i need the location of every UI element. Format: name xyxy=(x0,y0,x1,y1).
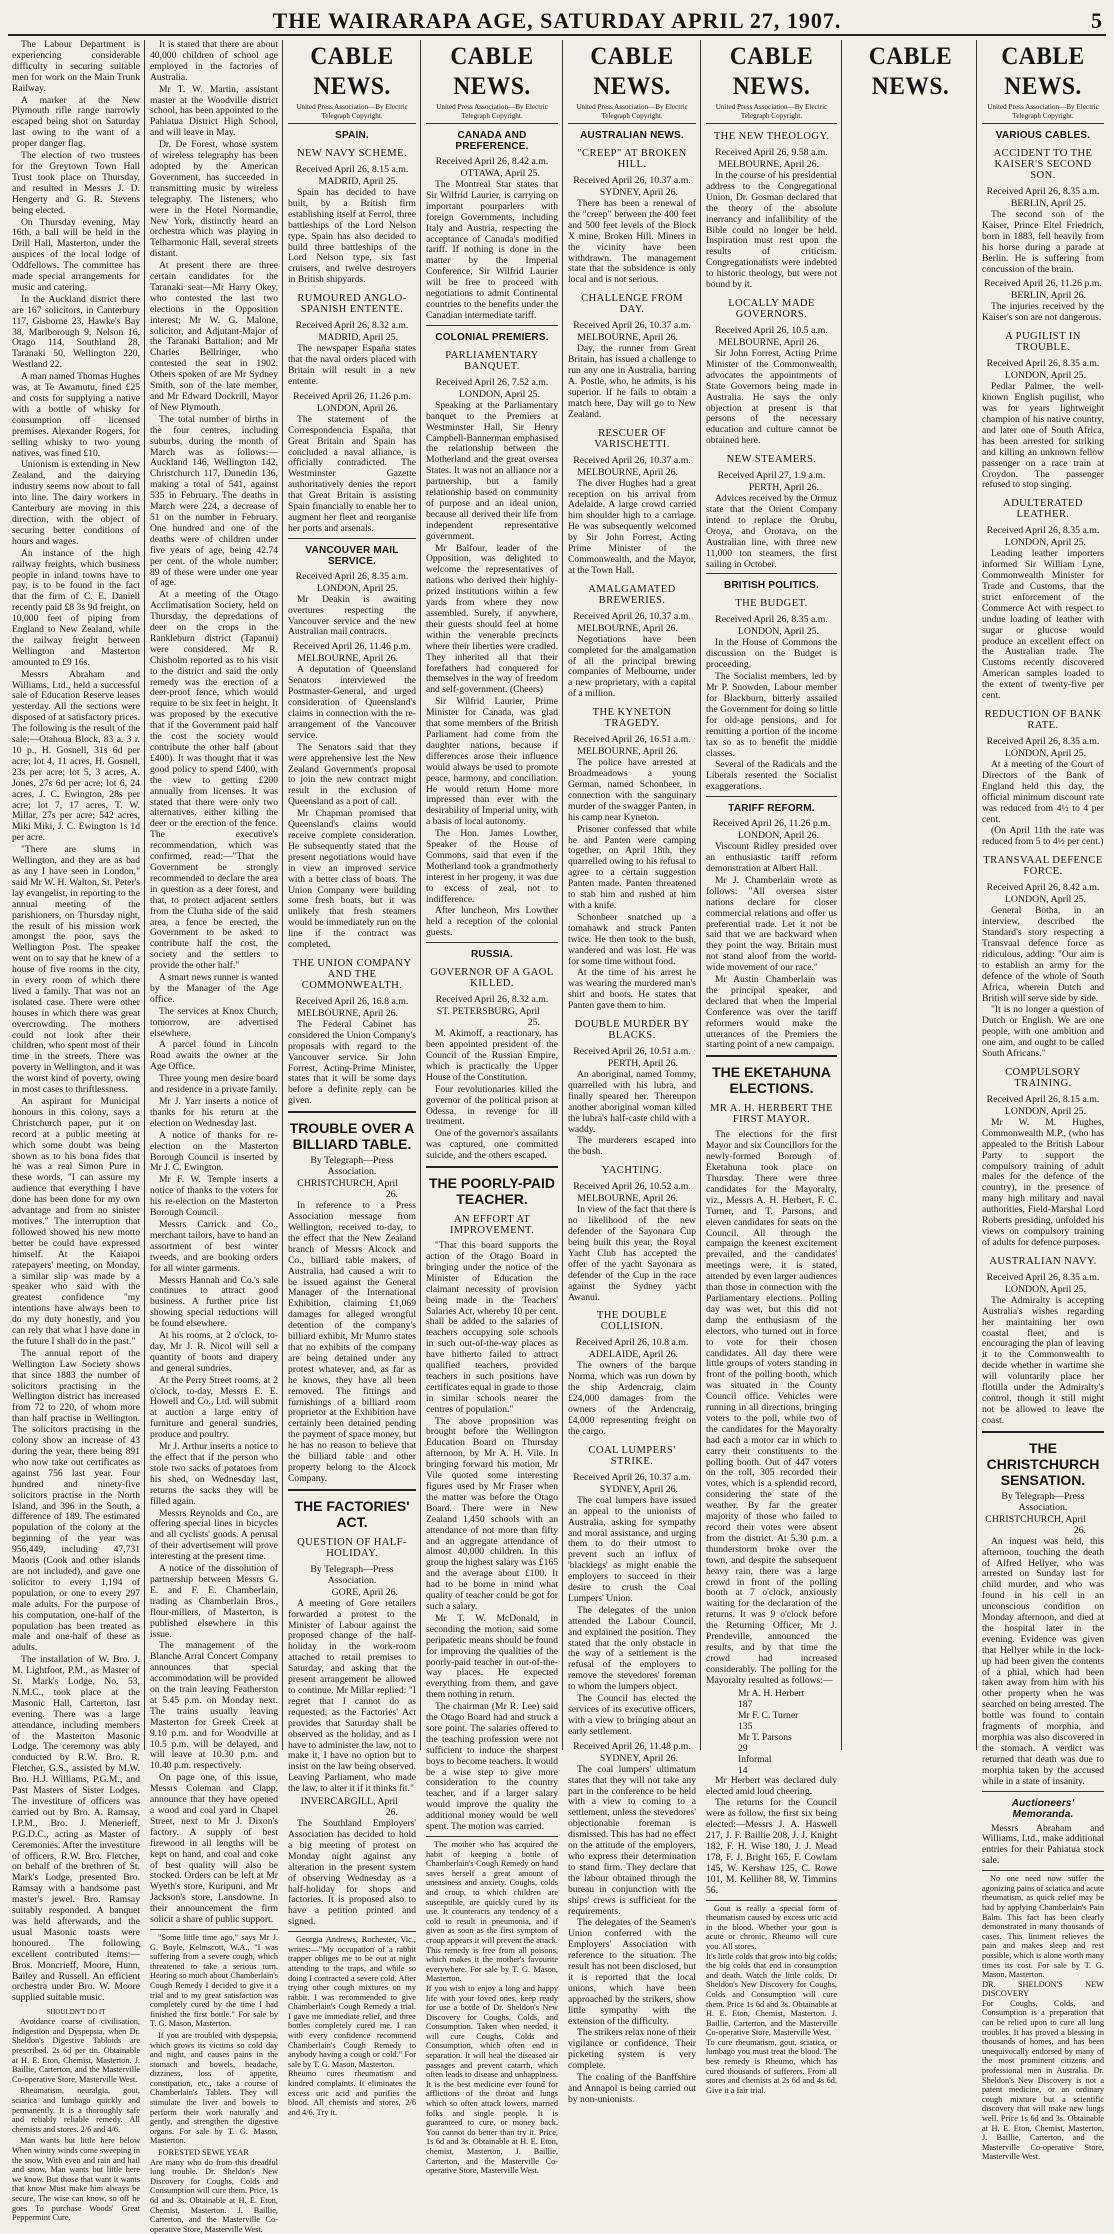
dateline: LONDON, April 25. xyxy=(1004,537,1086,549)
news-paragraph: The statement of the Correspondencia España, that Great Britain and Spain has concluded a naval alliance, is officially contradicted. The Westminster Gazette authoritatively denies the report that Great Britain is assisting Spain financially to enable her to augment her fleet and reorganise her ports and arsenals. xyxy=(288,413,416,534)
divider xyxy=(426,325,558,326)
dateline: SYDNEY, April 26. xyxy=(599,1483,678,1495)
news-paragraph: Schonbeer snatched up a tomahawk and struck Panten twice. He then took to the bush, wandered and was lost. He was for some time without food. xyxy=(568,911,696,967)
news-paragraph: The Southland Employers' Association has decided to hold a big meeting of protest on Monday night against any alteration in the present system of observing Wednesday as a half-holiday for shops and factories. It is proposed also to have a petition printed and signed. xyxy=(288,1818,416,1928)
received-line: Received April 26, 11.26 p.m. xyxy=(293,390,411,402)
news-paragraph: At the time of his arrest he was wearing the murdered man's shirt and boots. He states that Panten gave them to him. xyxy=(568,967,696,1012)
dateline: LONDON, April 25. xyxy=(737,626,819,638)
dateline: MADRID, April 25. xyxy=(318,176,398,187)
divider xyxy=(982,1431,1104,1433)
subheading: THE UNION COMPANY AND THE COMMONWEALTH. xyxy=(292,957,412,991)
news-paragraph: The delegates of the Seamen's Union conferred with the Employers' Association with reference to the situation. The result has not been disclosed, but it is reported that the local unions, which have been approached by the strikers, show little sympathy with the extension of the difficulty. xyxy=(568,1917,696,2027)
received-line: Received April 26, 10.37 a.m. xyxy=(573,175,691,186)
section-heading: CANADA AND PREFERENCE. xyxy=(455,130,529,152)
candidate-name: Mr A. H. Herbert xyxy=(738,1687,805,1699)
news-paragraph: The above proposition was brought before the Wellington Education Board on Thursday afternoon, by Mr A. H. Vile. In bringing forward his motion, Mr Vile quoted some interesting figures used by Mr Fraser when the matter was before the Otago Board. There were in New Zealand 1,450 schools with an attendance of not more than fifty and an aggregate attendance of almost 40,000 children. In this group the highest salary was £165 and the average about £100. It had to be borne in mind what quality of teacher could be got for such a salary. xyxy=(426,1415,558,1612)
subheading: NEW NAVY SCHEME. xyxy=(296,148,408,159)
news-paragraph: At his rooms, at 2 o'clock, to-day, Mr J. R. Nicol will sell a quantity of boots and drapery and general sundries. xyxy=(150,1330,278,1374)
vote-count: 187 xyxy=(738,1698,753,1710)
divider xyxy=(706,796,837,797)
advert-paragraph: No one need now suffer the agonizing pains of sciatica and acute rheumatism, as quick relief may be had by applying Chamberlain's Pain Balm. This fact has been clearly demonstrated in many thousands of cases. This liniment relieves the pain and makes sleep and rest possible, which is alone worth many times its cost. For sale by T. G. Mason, Masterton. DR. SHELDON'S NEW DISCOVERY For Coughs, Colds, and Consumption is a preparation that can be relied upon to cure all lung troubles. It has proved a blessing in thousands of homes, and has been unequivocally endorsed by many of the most prominent citizens and professional men in Australia. Dr. Sheldon's New Discovery is not a patent medicine, or an ordinary cough mixture but a scientific discovery that will make new lungs well. Price 1s 6d and 3s. Obtainable at H. E. Eton, Chemist, Masterton, J. Baillie, Carterton, and the Masterville Co-operative Store, Masterville West. xyxy=(982,1874,1104,2162)
vote-count: 29 xyxy=(738,1742,748,1754)
news-paragraph: Four revolutionaries killed the governor of the political prison at Odessa, in revenge for ill treatment. xyxy=(426,1083,558,1128)
subheading: COMPULSORY TRAINING. xyxy=(1005,1066,1081,1089)
column-6-cable-news xyxy=(702,40,841,2095)
subheading: ADULTERATED LEATHER. xyxy=(1003,498,1083,521)
column-1-local-news xyxy=(8,39,144,2223)
subheading: LOCALLY MADE GOVERNORS. xyxy=(728,297,815,320)
divider xyxy=(706,123,837,124)
received-line: Received April 26, 8.35 a.m. xyxy=(295,570,409,582)
news-paragraph: A notice of the dissolution of partnership between Messrs G. E. and F. E. Chamberlain, trading as Chamberlain Bros., flour-millers, of Masterton, is published elsewhere in this issue. xyxy=(150,1563,278,1640)
section-heading: COLONIAL PREMIERS. xyxy=(435,331,549,343)
news-paragraph: Messrs Abraham and Williams, Ltd., make additional entries for their Pahiatua stock sale. xyxy=(982,1822,1104,1867)
vote-row xyxy=(738,1688,837,1710)
news-paragraph: The elections for the first Mayor and six Councillors for the newly-formed Borough of Eketahuna took place on Thursday. There were three candidates for the Mayoralty, viz., Messrs A. H. Herbert, F. C. Turner, and T. Parsons, and eleven candidates for seats on the Council. All through the campaign the keenest excitement prevailed, and the candidates' meetings were, it is stated, attended by even larger audiences than those in connection with the Parliamentary elections. Polling day was wet, but this did not damp the enthusiasm of the electors, who turned out in force to vote for their chosen candidates. All day there were little groups of voters standing in front of the polling booth, which was situated in the County Council office. Vehicles were running in all directions, bringing voters to the poll, while two of the candidates for the Mayoralty had each a motor car in which to carry their constituents to the polling booth. Out of 447 voters on the roll, 305 recorded their votes, which is a splendid record, considering the state of the weather. By far the greater majority of those who failed to record their votes were absent from the district. At 5.30 p.m. a thunderstorm broke over the town, and despite the subsequent heavy rain, there was a large crowd in front of the polling booth at 7 o'clock, anxiously waiting for the declaration of the returns. It was 9 o'clock before the Returning Officer, Mr J. Prendeville, announced the results, and by that time the crowd had increased considerably. The polling for the Mayoralty resulted as follows:— xyxy=(706,1129,837,1686)
vote-row xyxy=(738,1754,837,1776)
divider xyxy=(568,123,696,124)
received-line: Received April 26, 10.8 a.m. xyxy=(575,1337,689,1349)
received-line: Received April 26, 8.42 a.m. xyxy=(435,156,549,167)
dateline: LONDON, April 25. xyxy=(316,582,398,594)
subheading: THE DOUBLE COLLISION. xyxy=(596,1310,668,1333)
article-headline: TROUBLE OVER A BILLIARD TABLE. xyxy=(289,1120,415,1153)
section-heading: AUSTRALIAN NEWS. xyxy=(580,130,684,141)
column-rule xyxy=(282,40,283,1750)
news-paragraph: Messrs Hannah and Co.'s sale continues to attract good business. A further price list showing special reductions will be found elsewhere. xyxy=(150,1274,278,1330)
advert-paragraph: Gout is really a special form of rheumatism caused by excess uric acid in the blood. Whether your gout is acute or chronic, Rheumo will cure you. All stores. It's little colds that grow into big colds; the big colds that end in consumption and death. Watch the little colds. Dr Sheldon's New Discovery for Coughs, Colds and Consumption will cure them. Price 1s 6d and 3s. Obtainable at H. E. Eton, Chemist, Masterton. J. Baillie, Carterton, and the Masterville Co-operative Store, Masterville West. To cure rheumatism, gout, sciatica, or lumbago you must treat the blood. The best remedy is Rheumo, which has cured thousands of sufferers. From all stores and chemists at 2s 6d and 4s 6d. Give it a fair trial. xyxy=(706,1903,837,2095)
dateline: MADRID, April 25. xyxy=(318,332,398,344)
news-paragraph: Mr T. W. McDonald, in seconding the motion, said some peripatetic means should be found for improving the qualities of the poorly-paid teacher in out-of-the-way places. He expected everything from them, and gave them nothing in return. xyxy=(426,1612,558,1701)
received-line: Received April 26, 8.35 a.m. xyxy=(986,1271,1100,1283)
news-paragraph: "That this board supports the action of the Otago Board in bringing under the notice of the Minister of Education the claimant necessity of provision being made in the Teachers' Salaries Act, whereby 10 per cent. shall be added to the salaries of teachers occupying sole schools in such out-of-the-way places as have hitherto failed to attract qualified teachers, provided teachers in such positions have certificates equal in grade to those in similar schools nearer the centres of population." xyxy=(426,1240,558,1415)
subheading: YACHTING. xyxy=(601,1165,663,1177)
subheading: "CREEP" AT BROKEN HILL. xyxy=(577,148,687,170)
news-paragraph: The newspaper España states that the naval orders placed with Britain will result in a new entente. xyxy=(288,343,416,387)
news-paragraph: The Socialist members, led by Mr P. Snowden, Labour member for Blackburn, bitterly assailed the Government for doing so little for old-age pensions, and for remitting a portion of the income tax so as to benefit the middle classes. xyxy=(706,671,837,759)
column-3-cable-news xyxy=(284,40,420,2117)
column-2-local-news xyxy=(146,39,282,2234)
news-paragraph: Three young men desire board and residence in a private family. xyxy=(150,1073,278,1096)
divider xyxy=(706,573,837,574)
news-paragraph: Sir John Forrest, Acting Prime Minister of the Commonwealth, advocates the appointments of State Governors being made in Australia. He says the only objection at present is that persons of the necessary education and culture cannot be obtained here. xyxy=(706,347,837,447)
news-paragraph: A deputation of Queensland Senators interviewed the Postmaster-General, and urged consideration of Queensland's claims in connection with the re-arrangement of the Vancouver service. xyxy=(288,664,416,741)
news-paragraph: Mr J. Arthur inserts a notice to the effect that if the person who stole two sacks of potatoes from his shed, on Wednesday last, returns the sacks they will be filled again. xyxy=(150,1441,278,1507)
dateline: LONDON, April 25. xyxy=(1004,894,1086,906)
news-paragraph: Messrs Carrick and Co., merchant tailors, have to hand an assortment of best winter tweeds, and are booking orders for all winter garments. xyxy=(150,1218,278,1274)
news-paragraph: Leading leather importers informed Sir William Lyne, Commonwealth Minister for Trade and Customs, that the strict enforcement of the Commerce Act with respect to undue loading of leather with sugar or glucose would produce an excellent effect on the Australian trade. The Customs recently discovered American samples loaded to the extent of twenty-five per cent. xyxy=(982,548,1104,702)
candidate-name: Mr T. Parsons xyxy=(738,1731,792,1743)
byline: By Telegraph—Press Association. xyxy=(1001,1490,1085,1513)
news-paragraph: "It is no longer a question of Dutch or English. We are one people, with one ambition and one aim, and ought to be called South Africans." xyxy=(982,1004,1104,1060)
vote-row xyxy=(738,1732,837,1754)
advert-heading: SHOULDN'T DO IT xyxy=(46,2008,106,2017)
press-credit: United Press Association—By Electric Telegraph Copyright. xyxy=(296,103,408,120)
byline: By Telegraph—Press Association. xyxy=(310,1563,394,1586)
received-line: Received April 26, 8.35 a.m. xyxy=(986,525,1100,537)
divider xyxy=(150,1929,278,1930)
dateline: INVERCARGILL, April 26. xyxy=(300,1796,398,1819)
received-line: Received April 26, 10.37 a.m. xyxy=(573,454,691,466)
news-paragraph: The murderers escaped into the bush. xyxy=(568,1135,696,1158)
received-line: Received April 26, 11.26 p.m. xyxy=(984,278,1102,290)
news-paragraph: The second son of the Kaiser, Prince Eitel Friedrich, born in 1883, fell heavily from his horse during a parade at Berlin. He is suffering from concussion of the brain. xyxy=(982,209,1104,275)
subheading: RUMOURED ANGLO-SPANISH ENTENTE. xyxy=(297,293,407,316)
subheading: TRANSVAAL DEFENCE FORCE. xyxy=(983,855,1103,878)
dateline: CHRISTCHURCH, April 26. xyxy=(297,1178,398,1201)
subheading: CHALLENGE FROM DAY. xyxy=(581,293,683,316)
received-line: Received April 26, 8.15 a.m. xyxy=(986,1093,1100,1105)
dateline: LONDON, April 25. xyxy=(1004,1283,1086,1295)
section-heading: VANCOUVER MAIL SERVICE. xyxy=(305,544,399,567)
news-paragraph: At a meeting of the Otago Acclimatisation Society, held on Thursday, the depredations of deer on the crops in the Rankleburn district (Tapanui) were considered. Mr R. Chisholm reported as to his visit to the district and said the only remedy was the erection of a deer-proof fence, which would require to be six feet in height. It was proposed by the executive that if the Government paid half the cost the society would contribute the other half (about £400). It was thought that it was good policy to spend £400, with the view to getting £200 annually from licenses. It was stated that there were only two alternatives, either killing the deer or the erection of the fence. The executive's recommendation, which was confirmed, read:—"That the Government be strongly recommended to declare the area in question as a deer forest, and that, to protect adjacent settlers from the Clutha side of the said area, a fence be erected, the Government to be asked to contribute half the cost, the society and the settlers to provide the other half." xyxy=(150,589,278,972)
news-paragraph: After luncheon, Mrs Lowther held a reception of the colonial guests. xyxy=(426,905,558,939)
section-heading: RUSSIA. xyxy=(471,949,513,961)
news-paragraph: The Labour Department is experiencing considerable difficulty in securing suitable men for work on the Main Trunk Railway. xyxy=(12,39,140,94)
news-paragraph: Viscount Ridley presided over an enthusiastic tariff reform demonstration at Albert Hall. xyxy=(706,841,837,874)
news-paragraph: Unionism is extending in New Zealand, and the dairying industry seems now about to fall into line. The dairy workers in Canterbury are moving in this direction, with the object of securing better conditions of hours and wages. xyxy=(12,459,140,547)
divider xyxy=(426,1166,558,1168)
news-paragraph: The police have arrested at Broadmeadows a young German, named Schonbeer, in connection with the sanguinary murder of the swagger Panten, in his camp near Kyneton. xyxy=(568,757,696,823)
news-paragraph: Messrs Reynolds and Co., are offering special lines in bicycles and all cyclists' goods. A perusal of their advertisement will prove interesting at the present time. xyxy=(150,1507,278,1563)
news-paragraph: An aboriginal, named Tommy, quarrelled with his lubra, and finally speared her. Thereupon another aboriginal woman killed the lubra's half-caste child with a waddy. xyxy=(568,1069,696,1135)
dateline: LONDON, April 25. xyxy=(1004,1105,1086,1117)
dateline: LONDON, April 25. xyxy=(458,388,540,400)
news-paragraph: It is stated that there are about 40,000 children of school age employed in the factories of Australia. xyxy=(150,39,278,83)
dateline: MELBOURNE, April 26. xyxy=(577,622,678,634)
dateline: ST. PETERSBURG, April 25. xyxy=(436,1006,540,1029)
news-paragraph: In the course of his presidential address to the Congregational Union, Dr. Gosman declared that the theory of the absolute inerrancy and infallibility of the Bible could no longer be held. Inspiration must rest upon the results of criticism. Congregationalists were indebted to historic theology, but were not bound by it. xyxy=(706,170,837,291)
advert-paragraph: Avoidance coarse of civilisation, Indigestion and Dyspepsia, when Dr. Sheldon's Digestive Tabloids are prescribed. 2s 6d per tin. Obtainable at H. E. Eton, Chemist, Masterton. J. Baillie, Carterton, and the Masterville Co-operative Store, Masterville West. xyxy=(12,2017,140,2084)
subheading: MR A. H. HERBERT THE FIRST MAYOR. xyxy=(710,1103,833,1126)
divider xyxy=(426,123,558,124)
news-paragraph: The election of two trustees for the Greytown Town Hall Trust took place on Thursday, and resulted in Messrs J. D. Hengerty and G. R. Stevens being elected. xyxy=(12,150,140,216)
candidate-name: Informal xyxy=(738,1753,772,1765)
news-paragraph: The strikers relax none of their vigilance or confidence. Their picketing system is very complete. xyxy=(568,2027,696,2072)
section-heading: VARIOUS CABLES. xyxy=(995,130,1091,141)
news-paragraph: Mr F. W. Temple inserts a notice of thanks to the voters for his re-election on the Masterton Borough Council. xyxy=(150,1174,278,1219)
news-paragraph: At present there are three certain candidates for the Taranaki seat—Mr Harry Okey, who contested the last two elections in the Opposition interest; Mr W. G. Malone, solicitor, and Adjutant-Major of the Taranaki Battalion; and Mr Charles Bellringer, who contested the seat in 1902. Others spoken of are Mr Sydney Smith, son of the late member, and Mr Edward Dockrill, Mayor of New Plymouth. xyxy=(150,260,278,413)
news-paragraph: Sir Wilfrid Laurier, Prime Minister for Canada, was glad that some members of the British Parliament had come from the daughter nations, because if differences arose their influence would always be used to promote peace, harmony, and conciliation. He would return Home more impressed than ever with the desirability of Imperial unity, with a basis of local autonomy. xyxy=(426,696,558,828)
subheading: ACCIDENT TO THE KAISER'S SECOND SON. xyxy=(993,148,1093,181)
news-paragraph: Mr Chapman promised that Queensland's claims would receive complete consideration. He subsequently stated that the present negotiations would have in view an improved service with a better class of boats. The Union Company were building some fresh boats, but it was unlikely that fresh steamers would be immediately run on the line if the contract was completed. xyxy=(288,808,416,951)
news-paragraph: A parcel found in Lincoln Road awaits the owner at the Age Office. xyxy=(150,1039,278,1073)
news-paragraph: Mr W. M. Hughes, Commonwealth M.P., (who has appealed to the British Labour Party to support the compulsory training of adult males for the defence of the country), in the presence of many high military and naval authorities, Field-Marshal Lord Roberts presiding, unfolded his views on compulsory training of adults for defence purposes. xyxy=(982,1116,1104,1248)
subheading: QUESTION OF HALF-HOLIDAY. xyxy=(297,1536,407,1559)
dateline: OTTAWA, April 25. xyxy=(460,168,540,179)
news-paragraph: On Thursday evening, May 16th, a ball will be held in the Drill Hall, Masterton, under the auspices of the local lodge of Oddfellows. The committee has made special arrangements for music and catering. xyxy=(12,216,140,293)
news-paragraph: Speaking at the Parliamentary banquet to the Premiers at Westminster Hall, Sir Henry Campbell-Bannerman emphasised the relationship between the Motherland and the great oversea States. It was not an alliance nor a partnership, but a family relationship based on community of purpose and an ideal union, because all derived their life from independent representative government. xyxy=(426,399,558,542)
dateline: LONDON, April 25. xyxy=(1004,370,1086,382)
news-paragraph: Advices received by the Ormuz state that the Orient Company intend to replace the Orubu, Oroya, and Orotava, on the Australian line, with three new 11,000 ton steamers, the first sailing in October. xyxy=(706,493,837,570)
news-paragraph: A notice of thanks for re-election on the Masterton Borough Council is inserted by Mr J. C. Ewington. xyxy=(150,1129,278,1174)
news-paragraph: The returns for the Council were as follow, the first six being elected:—Messrs J. A. Haswell 217, J. F. Baillie 208, J. J. Knight 182, F. H. Wise 180, J. J. Mead 178, F. J. Bright 165, F. Cowlam 145, W. Kershaw 125, C. Rowe 101, M. Kelliher 88, W. Timmins 56. xyxy=(706,1797,837,1896)
dateline: MELBOURNE, April 26. xyxy=(577,466,678,478)
subheading: COAL LUMPERS' STRIKE. xyxy=(588,1444,676,1467)
dateline: BERLIN, April 26. xyxy=(1010,290,1086,302)
subheading: AMALGAMATED BREWERIES. xyxy=(588,583,676,606)
press-credit: United Press Association—By Electric Telegraph Copyright. xyxy=(576,103,688,120)
received-line: Received April 26, 8.32 a.m. xyxy=(435,994,549,1006)
received-line: Received April 26, 8.32 a.m. xyxy=(295,320,409,332)
news-paragraph: Spain has decided to have built, by a British firm establishing itself at Ferrol, three battleships of the Lord Nelson type. Spain has also decided to build three battleships of the Lord Nelson type, six fast cruisers, and twelve destroyers in British shipyards. xyxy=(288,187,416,286)
subheading: PARLIAMENTARY BANQUET. xyxy=(445,349,539,372)
news-paragraph: The injuries received by the Kaiser's son are not dangerous. xyxy=(982,301,1104,324)
received-line: Received April 26, 9.58 a.m. xyxy=(715,147,828,158)
newspaper-title: THE WAIRARAPA AGE, SATURDAY APRIL 27, 1907. xyxy=(272,8,842,33)
news-paragraph: Dr. De Forest, whose system of wireless telegraphy has been adopted by the American Government, has succeeded in transmitting music by wireless telegraphy. The listeners, who were in the Hotel Normandie, New York, distinctly heard an orchestra which was playing in Telharmonic Hall, several streets distant. xyxy=(150,139,278,260)
cable-news-header: CABLE NEWS. xyxy=(450,43,534,100)
news-paragraph: Mr T. W. Martin, assistant master at the Woodville district school, has been appointed to the Pahiatua District High School, and will leave in May. xyxy=(150,83,278,139)
news-paragraph: The Senators said that they were apprehensive lest the New Zealand Government's proposal to join the new contract might result in the exclusion of Queensland as a port of call. xyxy=(288,741,416,808)
news-paragraph: The annual report of the Wellington Law Society shows that since 1883 the number of solicitors practising in the Wellington district has increased from 72 to 220, of whom more than half practise in Wellington. The solicitors practising in the colony show an increase of 43 during the year, there being 891 who now take out certificates as against 756 last year. Four hundred and ninety-five solicitors practise in the North Island, and 396 in the South, a difference of 189. The estimated population of the colony at the beginning of the year was 956,449, including 47,731 Maoris (Cook and other islands are not included), and gave one solicitor to every 1,194 of population, or one to every 297 male adults. For the purpose of his computation, one-half of the population has been treated as male and one-half of these as adults. xyxy=(12,1347,140,1654)
received-line: Received April 26, 10.37 a.m. xyxy=(573,320,691,332)
divider xyxy=(982,1870,1104,1871)
news-paragraph: The installation of W. Bro. J. M. Lightfoot, P.M., as Master of St. Mark's Lodge, No. 53, N.M.C., took place at the Masonic Hall, Carterton, last evening. There was a large attendance, including members of the Masterton Masonic Lodge. The ceremony was ably conducted by R.W. Bro. R. Fletcher, G.S., assisted by M.W. Bro. H.J. Williams, P.G.M., and Past Masters of Sister Lodges. The investiture of officers was carried out by Bro. A. Ramsay, I.P.M., Bro. J. Menerieff, P.G.D.C., acting as Master of Ceremonies. After the investiture of officers, R.W. Bro. Fletcher, on behalf of the brethren of St. Mark's Lodge, presented Bro. Ramsay with a handsome past master's jewel. Bro. Ramsay suitably responded. A banquet was held afterwards, and the usual Masonic toasts were honoured. The following excellent contributed items:—Bros. Moncrieff, Moore, Hunn, Bailey and Russell. An efficient orchestra under Bro. W. Moore supplied suitable music. xyxy=(12,1654,140,2004)
byline: By Telegraph—Press Association. xyxy=(310,1155,394,1178)
page-number: 5 xyxy=(1091,8,1102,33)
dateline: LONDON, April 26. xyxy=(737,830,819,842)
article-headline: THE POORLY-PAID TEACHER. xyxy=(428,1175,556,1208)
advert-paragraph: Rheumatism, neuralgia, gout, sciatica and lumbago quickly and permanently. It is a thoroughly safe and reliably reliable remedy. All chemists and stores. 2/6 and 4/6. xyxy=(12,2086,140,2134)
column-rule xyxy=(420,40,421,1750)
received-line: Received April 26, 8.35 a.m. xyxy=(986,358,1100,370)
received-line: Received April 26, 10.37 a.m. xyxy=(573,1471,691,1483)
received-line: Received April 26, 16.8 a.m. xyxy=(295,995,409,1007)
divider xyxy=(706,1055,837,1057)
cable-news-header: CABLE NEWS. xyxy=(1001,43,1085,100)
news-paragraph: The Council has elected the services of its executive officers, with a view to bringing about an early settlement. xyxy=(568,1693,696,1737)
news-paragraph: The owners of the barque Norma, which was run down by the ship Ardencraig, claim £24,000 damages from the owners of the Ardencraig, £4,000 representing freight on the cargo. xyxy=(568,1360,696,1437)
news-paragraph: Negotiations have been completed for the amalgamation of all the principal brewing companies of Melbourne, under a new proprietary, with a capital of a million. xyxy=(568,633,696,700)
dateline: BERLIN, April 25. xyxy=(1010,198,1086,209)
press-credit: United Press Association—By Electric Telegraph Copyright. xyxy=(987,103,1099,120)
news-paragraph: In reference to a Press Association message from Wellington, received to-day, to the effect that the New Zealand branch of Messrs Alcock and Co., billiard table makers, of Australia, had caused a writ to be issued against the General Manager of the International Exhibition, claiming £1,069 damages for alleged wrongful detention of the company's billiard exhibit, Mr Munro states that no exhibits of the company are being detained under any protest whatever, and, as far as he knows, they have all been removed. The fittings and furnishings of a billiard room proprietor at the Exhibition have certainly been detained pending the payment of space money, but he has no reason to believe that the billiard table and other property belong to the Alcock Company. xyxy=(288,1200,416,1484)
subheading: DOUBLE MURDER BY BLACKS. xyxy=(574,1019,690,1042)
news-paragraph: M. Akimoff, a reactionary, has been appointed president of the Council of the Russian Empire, which is practically the Upper House of the Constitution. xyxy=(426,1028,558,1083)
news-paragraph: The Montreal Star states that Sir Wilfrid Laurier, is carrying on important pourparlers with foreign Governments, including Italy and Austria, respecting the acceptance of Canada's modified tariff. If nothing is done in the matter by the Imperial Conference, Sir Wilfrid Laurier will be free to proceed with negotiations to admit Continental countries to the benefits under the Canadian intermediate tariff. xyxy=(426,179,558,321)
news-paragraph: The Federal Cabinet has considered the Union Company's proposals with regard to the Vancouver service. Sir John Forrest, Acting-Prime Minister, states that it will be some days before a definite reply can be given. xyxy=(288,1018,416,1107)
news-paragraph: One of the governor's assailants was captured, one committed suicide, and the others escaped. xyxy=(426,1128,558,1162)
news-paragraph: The services at Knox Church, tomorrow, are advertised elsewhere. xyxy=(150,1005,278,1039)
received-line: Received April 26, 8.15 a.m. xyxy=(295,164,409,175)
subheading: THE KYNETON TRAGEDY. xyxy=(592,707,672,730)
dateline: MELBOURNE, April 26. xyxy=(718,336,819,348)
news-paragraph: Day, the runner from Great Britain, has issued a challenge to run any one in Australia, barring A. Postle, who, he admits, is his superior. If he fails to obtain a match here, Day will go to New Zealand. xyxy=(568,343,696,420)
news-paragraph: An aspirant for Municipal honours in this colony, says a Christchurch paper, put it on record at a public meeting at which some doubt was being shown as to his bona fides that he was a real Simon Pure in these words, "I can assure my audience that everything I have done has been done for my own advantage and from no sinister motives." The interruption that followed showed his new motto better be could have expressed himself. At the Kaiapoi ratepayers' meeting, on Monday, a similar slip was made by a speaker who said with the greatest confidence "my intentions have always been to do my duty honestly, and you can rely that what I have done in the future I shall do in the past." xyxy=(12,1096,140,1347)
news-paragraph: Pedlar Palmer, the well-known English pugilist, who was for years lightweight champion of his native country, and later one of South Africa, has been arrested for striking and killing an unknown fellow passenger on a race train at Croydon. The passenger refused to stop singing. xyxy=(982,381,1104,491)
divider xyxy=(426,1836,558,1837)
dateline: MELBOURNE, April 26. xyxy=(577,332,678,344)
news-paragraph: On page one, of this issue, Messrs Coleman and Clapp, announce that they have opened a wood and coal yard in Chapel Street, next to Mr J. Dixon's factory. A supply of best firewood in all lengths will be kept on hand, and coal and coke of best quality will also be stocked. Orders can be left at Mr Wyeth's store, Kuripuni, and Mr Jackson's store, Lansdowne. In their announcement the firm solicit a share of public support. xyxy=(150,1772,278,1926)
news-paragraph: Mr J. Yarr inserts a notice of thanks for his return at the election on Wednesday last. xyxy=(150,1096,278,1129)
received-line: Received April 26, 8.42 a.m. xyxy=(986,882,1100,894)
article-headline: THE EKETAHUNA ELECTIONS. xyxy=(712,1064,831,1097)
news-paragraph: General Botha, in an interview, described the Standard's story respecting a Transvaal defence force as ridiculous, adding: "Our aim is to establish an army for the defence of the whole of South Africa, wherein Dutch and British will serve side by side. xyxy=(982,905,1104,1004)
dateline: MELBOURNE, April 26. xyxy=(297,1007,398,1019)
masthead xyxy=(8,6,1106,36)
news-paragraph: A meeting of Gore retailers forwarded a protest to the Minister of Labour against the proposed change of the half-holiday in the work-room attached to retail premises to Saturday, and asking that the present arrangement be allowed to continue. Mr Millar replied: "I regret that I cannot do as requested, as the Factories' Act provides that Saturday shall be observed as the holiday, and as I have to administer the law, not to make it, I have no option but to insist on the law being observed. Leaving Parliament, who made the law, to alter it if it thinks fit." xyxy=(288,1597,416,1795)
dateline: PERTH, April 26. xyxy=(607,1058,678,1070)
column-8-cable-news xyxy=(978,40,1108,2162)
received-line: Received April 26, 11.26 p.m. xyxy=(712,818,831,830)
advert-paragraph: FORESTED SEWE YEAR Are many who do from this dreadful lung trouble. Dr. Sheldon's New Discovery for Coughs, Colds and Consumption will cure them. Price, 1s 6d and 3s. Obtainable at H. E. Eton, Chemist, Masterton. J. Baillie, Carterton, and the Masterville Co-operative Store, Masterville West. xyxy=(150,2148,278,2234)
vote-count: 135 xyxy=(738,1720,753,1732)
dateline: MELBOURNE, April 26. xyxy=(297,653,398,665)
news-paragraph: In the Auckland district there are 167 solicitors, in Canterbury 117, Gisborne 23, Hawke's Bay 38, Marlborough 9, Nelson 16, Otago 114, Southland 28, Taranaki 50, Wellington 220, Westland 22. xyxy=(12,293,140,371)
received-line: Received April 26, 8.35 a.m. xyxy=(986,736,1100,747)
advert-paragraph: Man wants but little here below When wintry winds come sweeping in the snow, With even and rain and hail and snow, Man wants but little here we know. But those that want it wants that know Must make him always be secure, The wise can know, so off he goes To purchase Woods' Great Peppermint Cure. xyxy=(12,2136,140,2223)
divider xyxy=(288,123,416,124)
divider xyxy=(288,1931,416,1932)
column-rule xyxy=(144,40,145,1750)
section-heading: SPAIN. xyxy=(335,130,369,141)
received-line: Received April 27, 1.9 a.m. xyxy=(717,470,826,482)
cable-news-header: CABLE NEWS. xyxy=(868,43,953,100)
divider xyxy=(288,1489,416,1491)
news-paragraph: Mr Herbert was declared duly elected amid loud cheering. xyxy=(706,1774,837,1797)
news-paragraph: A smart news runner is wanted by the Manager of the Age office. xyxy=(150,972,278,1005)
dateline: MELBOURNE, April 26. xyxy=(577,746,678,758)
subheading: THE BUDGET. xyxy=(735,598,808,610)
news-paragraph: At a meeting of the Court of Directors of the Bank of England held this day, the official minimum discount rate was reduced from 4½ to 4 per cent. xyxy=(982,759,1104,825)
news-paragraph: Mr Austin Chamberlain was the principal speaker, and declared that when the Imperial Conference was over the tariff reformers would make the utterances of the Premiers the starting point of a new campaign. xyxy=(706,974,837,1051)
section-heading: Auctioneers' Memoranda. xyxy=(1011,1797,1075,1820)
subheading: REDUCTION OF BANK RATE. xyxy=(984,709,1102,731)
column-5-cable-news xyxy=(564,40,700,2105)
received-line: Received April 26, 10.37 a.m. xyxy=(573,610,691,622)
subheading: AUSTRALIAN NAVY. xyxy=(989,1255,1097,1267)
received-line: Received April 26, 7.52 a.m. xyxy=(435,376,549,388)
cable-news-header: CABLE NEWS. xyxy=(310,43,394,100)
advert-paragraph: Georgia Andrews, Rochester, Vic., writes:—"My occupation of a rabbit trapper obliges me to be out at night attending to the traps, and while so doing I contracted a severe cold. After trying other cough mixtures on my rabbit. I was recommended to give Chamberlain's Cough Remedy a trial. I gave me immediate relief, and three bottles completely cured me. I can with every confidence recommend Chamberlain's Cough Remedy to anybody having a cough or cold." For sale by T. G. Mason, Masterton. Rheumo cures rheumatism and kindred complaints. It eliminates the excess uric acid and purifies the blood. All chemists and stores, 2/6 and 4/6. Try it. xyxy=(288,1935,416,2117)
dateline: LONDON, April 26. xyxy=(316,402,398,414)
news-paragraph: The management of the Blanche Arral Concert Company announces that special accommodation will be provided on the train leaving Featherston at 5.45 p.m. on Monday next. The trains usually leaving Masterton for Greek Creek at 9.10 p.m. and for Woodville at 10.5 p.m. will be delayed, and will leave at 10.30 p.m. and 10.40 p.m. respectively. xyxy=(150,1640,278,1772)
received-line: Received April 26, 16.51 a.m. xyxy=(573,734,691,746)
news-paragraph: Several of the Radicals and the Liberals resented the Socialist exaggerations. xyxy=(706,759,837,793)
received-line: Received April 26, 10.51 a.m. xyxy=(573,1046,691,1058)
news-paragraph: An inquest was held, this afternoon, touching the death of Alfred Hellyer, who was arrested on Sunday last for child murder, and who was found in his cell in an unconscious condition on Monday afternoon, and died at the hospital later in the evening. Evidence was given that Hellyer while in the lock-up had been given the contents of a phial, which had been taken away from him with his other property when he was searched on being arrested. The bottle was found to contain fragments of morphia, and morphia was also discovered in the stomach. A verdict was returned that death was due to morphia taken by the accused while in a state of insanity. xyxy=(982,1535,1104,1787)
news-paragraph: Mr Balfour, leader of the Opposition, was delighted to welcome the representatives of nations who derived their highly-prized institutions within a few yards from where they now assembled. Surely, if anywhere, their guests should feel at home within the venerable precincts where their liberties were cradled. They inherited all that their forefathers had conquered for themselves in the way of freedom and self-government. (Cheers) xyxy=(426,542,558,696)
received-line: Received April 26, 11.48 p.m. xyxy=(573,1740,691,1752)
news-paragraph: There has been a renewal of the "creep" between the 400 feet and 500 feet levels of the Block X mine, Broken Hill. Miners in the vicinity have been withdrawn. The management state that the subsidence is only local and is not serious. xyxy=(568,198,696,286)
dateline: MELBOURNE, April 26. xyxy=(577,1193,678,1205)
mayoralty-results xyxy=(706,1688,837,1776)
received-line: Received April 26, 8.35 a.m. xyxy=(986,186,1100,197)
received-line: Received April 26, 8.35 a.m. xyxy=(715,614,828,626)
press-credit: United Press Association—By Electric Telegraph Copyright. xyxy=(436,103,548,120)
section-heading: BRITISH POLITICS. xyxy=(723,580,820,592)
article-headline: THE FACTORIES' ACT. xyxy=(294,1497,410,1530)
news-paragraph: The coal lumpers' ultimatum states that they will not take any part in the conference to be held with a view to coming to a settlement, unless the stevedores' objectionable foreman is dismissed. This has had no effect on the attitude of the employers, who express their determination to stand firm. They declare that the labour obtained through the bureau in conjunction with the ships' crews is sufficient for the requirements. xyxy=(568,1763,696,1917)
cable-news-header: CABLE NEWS. xyxy=(729,43,814,100)
section-heading: TARIFF REFORM. xyxy=(728,803,815,815)
dateline: ADELAIDE, April 26. xyxy=(588,1349,678,1361)
news-paragraph: The Admiralty is accepting Australia's wishes regarding her maintaining her own coastal fleet, and is encouraging the plan of leaving it to the Commonwealth to decide whether in wartime she will voluntarily place her flotilla under the Admiralty's control, though it still might not be allowed to leave the coast. xyxy=(982,1294,1104,1426)
news-paragraph: The chairman (Mr R. Lee) said the Otago Board had and struck a sore point. The salaries offered to the teaching profession were not sufficient to induce the sharpest boys to become teachers. It would be a wise step to give more consideration to the country teacher, and if a larger salary would improve the quality the additional money would be well spent. The motion was carried. xyxy=(426,1701,558,1833)
news-paragraph: Mr J. Chamberlain wrote as follows: "All oversea sister nations declare for closer commercial relations and offer us preferential trade. Let it not be said that we are backward when they point the way. Britain must not stand aloof from the world-wide movement of our race." xyxy=(706,874,837,974)
dateline: CHRISTCHURCH, April 26. xyxy=(985,1513,1086,1536)
news-paragraph: A marker at the New Plymouth rifle range narrowly escaped being shot on Saturday last owing to the want of a proper danger flag. xyxy=(12,94,140,150)
news-paragraph: In view of the fact that there is no likelihood of the new defender of the Sayonara Cup being built this year, the Royal Yacht Club has accepted the offer of the yacht Sayonara as defender of the Cup in the race against the Sydney yacht Awanui. xyxy=(568,1204,696,1303)
vote-count: 14 xyxy=(738,1764,748,1776)
dateline: GORE, April 26. xyxy=(331,1586,398,1598)
news-paragraph: Mr Deakin is awaiting overtures respecting the Vancouver service and the new Australian mail contracts. xyxy=(288,593,416,638)
divider xyxy=(982,123,1104,124)
divider xyxy=(426,942,558,943)
divider xyxy=(288,1111,416,1113)
divider xyxy=(706,1900,837,1901)
received-line: Received April 26, 11.46 p.m. xyxy=(293,641,411,653)
press-credit: United Press Association—By Electric Telegraph Copyright. xyxy=(715,103,828,120)
news-paragraph: The coaling of the Banffshire and Annapol is being carried out by non-unionists. xyxy=(568,2072,696,2105)
column-rule xyxy=(562,40,563,1750)
divider xyxy=(288,538,416,539)
news-paragraph: (On April 11th the rate was reduced from 5 to 4½ per cent.) xyxy=(982,825,1104,848)
advert-paragraph: "Some little time ago," says Mr J. G. Boyle, Kelmscott, W.A., "I was suffering from a severe cough, which threatened to take a serious turn. Hearing so much about Chamberlain's Cough Remedy I decided to give it a trial and to my great satisfaction was completely cured by the time I had finished the first bottle." For sale by T. G. Mason, Masterton. xyxy=(150,1932,278,2029)
news-paragraph: At the Perry Street rooms, at 2 o'clock, to-day, Messrs E. E. Howell and Co., Ltd. will submit at auction a large entry of furniture and general sundries, produce and poultry. xyxy=(150,1374,278,1441)
subheading: A PUGILIST IN TROUBLE. xyxy=(1005,331,1081,354)
subheading: RESCUER OF VARISCHETTI. xyxy=(594,427,670,450)
dateline: SYDNEY, April 26. xyxy=(599,187,678,198)
vote-row xyxy=(738,1710,837,1732)
subheading: AN EFFORT AT IMPROVEMENT. xyxy=(449,1214,535,1237)
article-headline: THE CHRISTCHURCH SENSATION. xyxy=(986,1439,1100,1488)
news-paragraph: The diver Hughes had a great reception on his arrival from Adelaide. A large crowd carried him shoulder high to a carriage. He was subsequently welcomed by Sir John Forrest, Acting Prime Minister of the Commonwealth, and the Mayor, at the Town Hall. xyxy=(568,477,696,576)
news-paragraph: "There are slums in Wellington, and they are as bad as any I have seen in London," said Mr W. H. Walton, St. Peter's lay evangelist, in reporting to the annual meeting of the parishioners, on Thursday night, the result of his mission work amongst the poor, says the Wellington Post. The speaker went on to say that he knew of a house of five rooms in the city, in every room of which there lived a family. That was not an isolated case. There were other houses in which there was great overcrowding. The mothers could not look after their children, who spent most of their time in the streets. There was poverty in Wellington, and it was the worst kind of poverty, owing in most cases to thriftlessness. xyxy=(12,844,140,1096)
dateline: SYDNEY, April 26. xyxy=(599,1752,678,1764)
subheading: GOVERNOR OF A GAOL KILLED. xyxy=(430,967,554,990)
dateline: MELBOURNE, April 26. xyxy=(718,159,819,170)
subheading: THE NEW THEOLOGY. xyxy=(713,131,830,142)
news-paragraph: Messrs Abraham and Williams, Ltd., held a successful sale of Education Reserve leases yesterday. All the sections were disposed of at satisfactory prices. The following is the result of the sale:—Otahoua Block, 83 a. 3 r. 10 p., H. Gosnell, 31s 6d per acre; lot 4, 11 acres, H. Gosnell, 23s per acre; lot 5, 3 acres, A. Jones, 27s 6d per acre; lot 6, 24 acres, J. C. Ewington, 28s per acre; lot 7, 17 acres, T. W. Millar, 27s per acre; 542 acres, Miki Miki, J. C. Ewington 1s 1d per acre. xyxy=(12,668,140,844)
subheading: NEW STEAMERS. xyxy=(726,454,817,466)
dateline: LONDON, April 25. xyxy=(1004,748,1086,759)
cable-news-header: CABLE NEWS. xyxy=(590,43,674,100)
news-paragraph: The Hon. James Lowther, Speaker of the House of Commons, said that even if the Motherland took a grandmotherly interest in her progeny, it was due to excess of zeal, not to indifference. xyxy=(426,828,558,905)
news-paragraph: The delegates of the union attended the Labour Council, and explained the position. They stated that the only obstacle in the way of a settlement is the refusal of the employers to remove the stevedores' foreman to whom the lumpers object. xyxy=(568,1604,696,1693)
received-line: Received April 26, 10.5 a.m. xyxy=(715,324,828,336)
dateline: PERTH, April 26. xyxy=(748,482,819,494)
candidate-name: Mr F. C. Turner xyxy=(738,1709,799,1721)
column-rule xyxy=(841,40,842,1750)
news-paragraph: In the House of Commons the discussion on the Budget is proceeding. xyxy=(706,637,837,671)
news-paragraph: A man named Thomas Hughes was, at Te Awamutu, fined £25 and costs for supplying a native with a bottle of whisky for consumption off licensed premises. Alexander Rogers, for selling whisky to two young natives, was fined £10. xyxy=(12,371,140,459)
column-4-cable-news xyxy=(422,40,562,2176)
news-paragraph: The coal lumpers have issued an appeal to the unionists of Australia, asking for sympathy and moral assistance, and urging them to do their utmost to prevent such an influx of 'blacklegs' as might enable the employers to succeed in their desire to crush the Coal Lumpers' Union. xyxy=(568,1494,696,1604)
news-paragraph: The total number of births in the four centres, including suburbs, during the month of March was as follows:—Auckland 146, Wellington 142, Christchurch 117, Dunedin 136, making a total of 541, against 535 in February. The deaths in March were 224, a decrease of 51 on the number in February. One hundred and one of the deaths were of children under five years of age, being 42.74 per cent. of the whole number; 89 of these were under one year of age. xyxy=(150,413,278,589)
advert-paragraph: The mother who has acquired the habit of keeping a bottle of Chamberlain's Cough Remedy on hand saves herself a great amount of uneasiness and anxiety. Coughs, colds and croup, to which children are susceptible, are quickly cured by its use. It counteracts any tendency of a cold to result in pneumonia, and if given as soon as the first symptom of croup appears it will prevent the attack. This remedy is free from all poisons, which makes it the mother's favourite everywhere. For sale by T. G. Mason, Masterton. If you wish to enjoy a long and happy life with your loved ones, keep ready for use a bottle of Dr. Sheldon's New Discovery for Coughs, Colds, and Consumption. Taken when needed, it will cure Coughs, Colds and Consumption, which often end in separation. It will heal the diseased air passages and prevent catarrh, which often leads to disease and unhappiness. It is the best medicine ever found for afflictions of the throat and lungs which so often attack lowers, married folks and single people. It is guaranteed to cure, or money back. You cannot do better than try it. Price, 1s 6d and 3s. Obtainable at H. E. Eton, chemist, Masterton, J. Baillie, Carterton, and the Masterville Co-operative Store, Masterville West. xyxy=(426,1840,558,2176)
news-paragraph: An instance of the high railway freights, which business people in inland towns have to pay, is to be found in the fact that the firm of C. E. Daniell recently paid £8 3s 9d freight, on 10,000 feet of piping from England to New Zealand, while the railway freight between Wellington and Masterton amounted to £9 16s. xyxy=(12,547,140,668)
advert-paragraph: If you are troubled with dyspepsia, which grows its victims so cold day and night, and causes pains in the stomach and bowels, headache, dizziness, loss of appetite, constipation, etc., take a course of Chamberlain's Tablets. They will stimulate the liver and bowels to perform their work naturally and gently, and strengthen the digestive organs. For sale by T. G. Mason, Masterton. xyxy=(150,2030,278,2146)
divider xyxy=(982,1791,1104,1792)
news-paragraph: Prisoner confessed that while he and Panten were camping together, on April 18th, they quarrelled owing to his refusal to agree to a certain suggestion Panten made. Panten threatened to stab him and rushed at him with a knife. xyxy=(568,823,696,911)
received-line: Received April 26, 10.52 a.m. xyxy=(573,1181,691,1193)
column-rule xyxy=(700,40,701,1750)
